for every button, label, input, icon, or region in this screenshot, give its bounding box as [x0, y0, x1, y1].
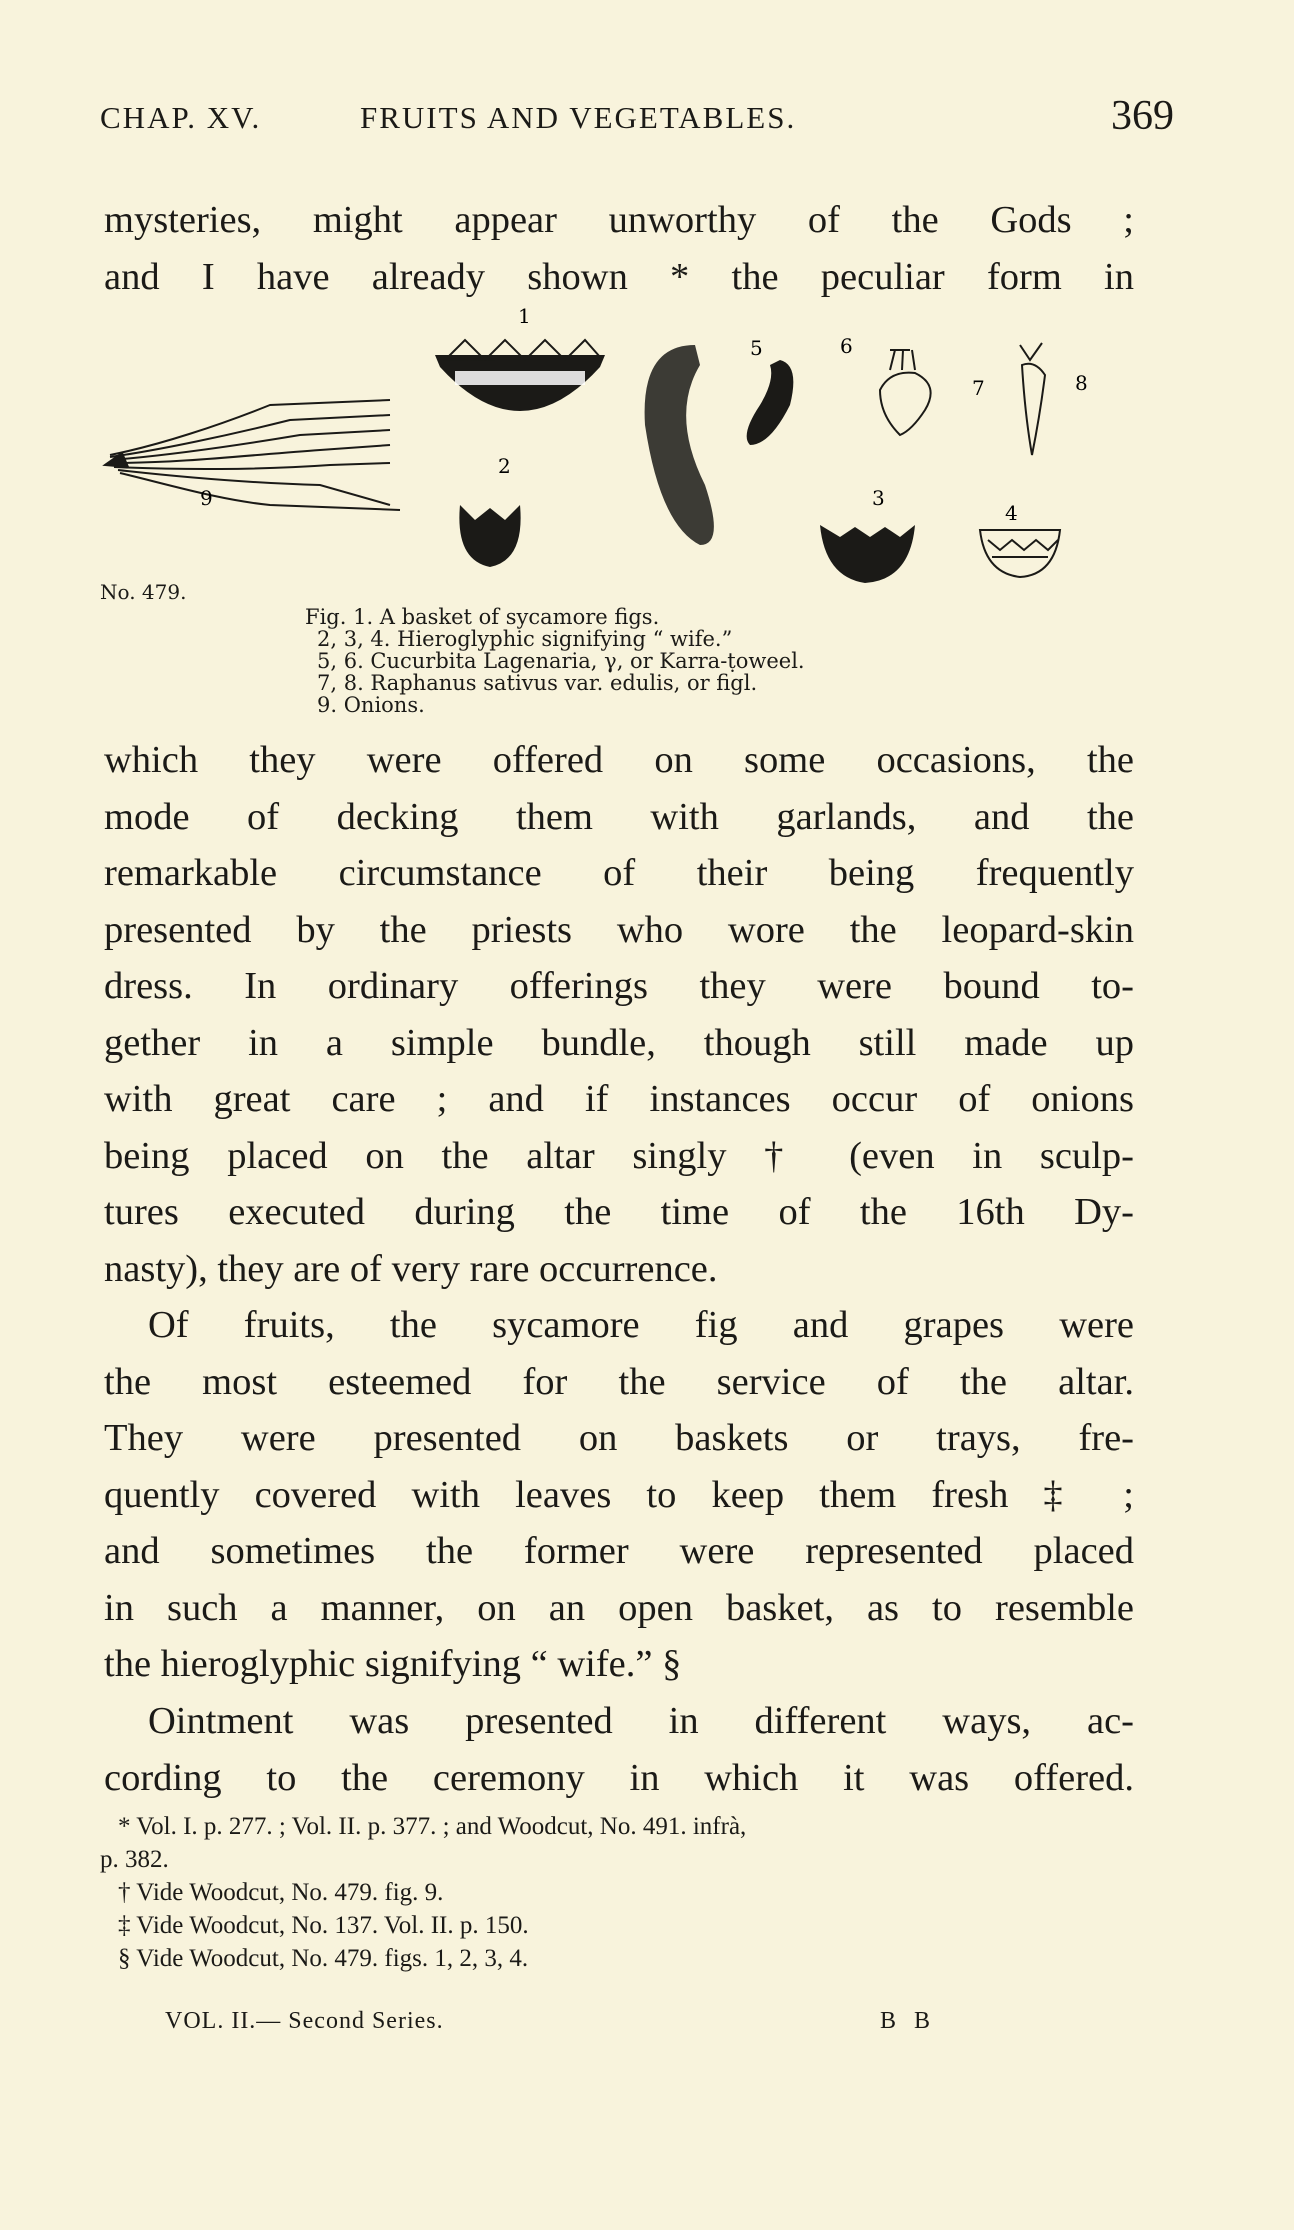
text-line: nasty), they are of very rare occurrence. — [104, 1247, 718, 1290]
signature-mark: B B — [880, 2008, 937, 2034]
text-line: the most esteemed for the service of the altar. — [104, 1360, 1134, 1403]
text-line: They were presented on baskets or trays, fre- — [104, 1417, 1134, 1459]
figure-caption — [305, 606, 805, 716]
radish-drawing-8 — [1020, 343, 1045, 455]
text-line: mysteries, might appear unworthy of the Gods ; — [104, 199, 1134, 241]
woodcut-illustration — [100, 305, 1140, 590]
text-line: and I have already shown * the peculiar form in — [104, 255, 1134, 298]
chapter-title: FRUITS AND VEGETABLES. — [360, 100, 797, 135]
text-line: quently covered with leaves to keep them fresh ‡ ; — [104, 1473, 1134, 1516]
text-line: mode of decking them with garlands, and the — [104, 795, 1134, 838]
fig-label-2: 2 — [498, 454, 511, 478]
fig-label-9: 9 — [200, 486, 213, 510]
gourd-drawing-5 — [645, 345, 714, 545]
caption-line: 9. Onions. — [317, 693, 425, 717]
paragraph-3 — [104, 1693, 1134, 1806]
caption-line: Fig. 1. A basket of sycamore figs. — [305, 605, 660, 629]
text-line: in such a manner, on an open basket, as to resemble — [104, 1586, 1134, 1629]
fig-label-3: 3 — [872, 486, 885, 510]
paragraph-2 — [104, 1297, 1134, 1693]
text-line: which they were offered on some occasions, the — [104, 739, 1134, 781]
text-line: Ointment was presented in different ways, ac- — [148, 1700, 1134, 1742]
text-line: cording to the ceremony in which it was offered. — [104, 1756, 1134, 1799]
caption-line: 2, 3, 4. Hieroglyphic signifying “ wife.” — [317, 627, 733, 651]
text-line: remarkable circumstance of their being frequently — [104, 852, 1134, 894]
footnote: * Vol. I. p. 277. ; Vol. II. p. 377. ; and Woodcut, No. 491. infrà, — [118, 1813, 747, 1840]
paragraph-1 — [104, 732, 1134, 1297]
text-line: Of fruits, the sycamore fig and grapes were — [148, 1304, 1134, 1346]
caption-line: 7, 8. Raphanus sativus var. edulis, or figl. — [317, 671, 758, 695]
fig-label-5: 5 — [750, 336, 763, 360]
footnote: ‡ Vide Woodcut, No. 137. Vol. II. p. 150. — [118, 1912, 529, 1939]
running-header — [100, 93, 1174, 150]
footnotes — [100, 1810, 1140, 1975]
text-line: with great care ; and if instances occur of onions — [104, 1078, 1134, 1120]
text-line: tures executed during the time of the 16th Dy- — [104, 1191, 1134, 1233]
wife-hieroglyph-4 — [980, 530, 1060, 577]
volume-footer: VOL. II.— Second Series. — [165, 2008, 444, 2034]
fig-basket-drawing — [435, 340, 605, 411]
intro-text — [104, 192, 1134, 305]
text-line: and sometimes the former were represented placed — [104, 1530, 1134, 1572]
fig-label-7: 7 — [972, 376, 985, 400]
footnote: § Vide Woodcut, No. 479. figs. 1, 2, 3, 4. — [118, 1945, 529, 1972]
chapter-label: CHAP. XV. — [100, 100, 262, 135]
text-line: dress. In ordinary offerings they were bound to- — [104, 965, 1134, 1007]
text-line: presented by the priests who wore the leopard-skin — [104, 908, 1134, 951]
woodcut-number: No. 479. — [100, 580, 187, 604]
wife-hieroglyph-2 — [459, 505, 520, 567]
woodcut-figure — [100, 305, 1140, 590]
gourd-drawing-6 — [747, 360, 794, 445]
text-line: gether in a simple bundle, though still made up — [104, 1021, 1134, 1064]
fig-label-4: 4 — [1005, 501, 1018, 525]
fig-label-8: 8 — [1075, 371, 1088, 395]
text-line: the hieroglyphic signifying “ wife.” § — [104, 1643, 682, 1685]
radish-drawing-7 — [880, 350, 931, 435]
text-line: being placed on the altar singly † (even in sculp- — [104, 1134, 1134, 1177]
caption-line: 5, 6. Cucurbita Lagenaria, γ, or Karra-ṭoweel. — [317, 649, 805, 673]
fig-label-1: 1 — [518, 305, 531, 328]
onions-drawing — [105, 400, 400, 510]
footnote: p. 382. — [100, 1846, 169, 1873]
footnote: † Vide Woodcut, No. 479. fig. 9. — [118, 1879, 444, 1906]
wife-hieroglyph-3 — [820, 525, 915, 583]
page-number: 369 — [1111, 93, 1174, 139]
fig-label-6: 6 — [840, 334, 853, 358]
